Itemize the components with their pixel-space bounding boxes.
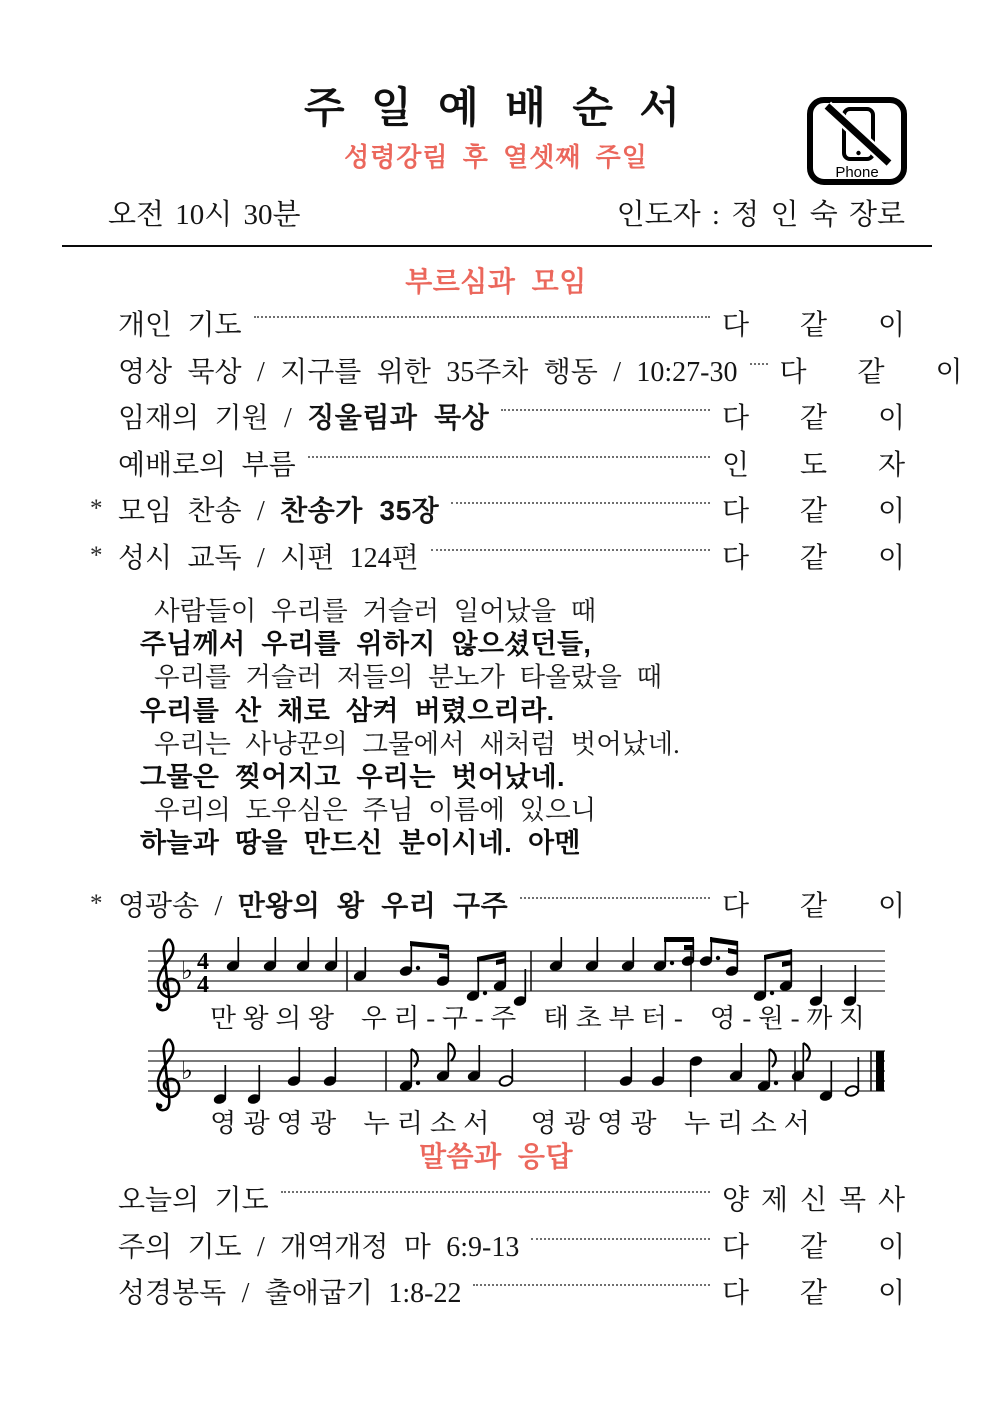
treble-clef-icon: [157, 1039, 179, 1110]
item-response: [722, 1225, 905, 1265]
order-list-word: [90, 1175, 905, 1315]
psalm-line-congregation: 우리를 산 채로 삼켜 버렸으리라.: [140, 695, 555, 726]
response-char: 다: [722, 542, 750, 574]
response-char: 신: [799, 1185, 828, 1217]
item-label: 임재의 기원 / 징울림과 묵상: [118, 402, 490, 435]
order-item-row: [90, 393, 905, 440]
response-char: 제: [760, 1185, 789, 1217]
order-item-row: [90, 881, 905, 928]
response-char: 이: [877, 890, 905, 922]
item-label: 모임 찬송 / 찬송가 35장: [118, 495, 440, 528]
order-item-row: [90, 300, 905, 347]
response-char: 양: [722, 1185, 750, 1217]
page-subtitle: 성령강림 후 열셋째 주일: [344, 142, 648, 172]
dotted-leader: [431, 549, 710, 551]
item-response: [722, 536, 905, 576]
response-char: 같: [857, 356, 885, 388]
flat-sign-icon: ♭: [181, 956, 193, 986]
gloria-row-wrap: [90, 881, 905, 928]
notes-measure-8: [757, 1043, 860, 1102]
dotted-leader: [750, 363, 768, 365]
staff-2-lyrics: 영 광 영 광 누 리 소 서 영 광 영 광 누 리 소 서: [210, 1109, 810, 1139]
page-title: 주 일 예 배 순 서: [304, 86, 688, 132]
response-char: 같: [799, 310, 828, 342]
item-label: 성시 교독 / 시편 124편: [118, 542, 419, 574]
notes-measure-1: [226, 937, 339, 972]
order-item-row: [90, 1222, 905, 1269]
item-label: 오늘의 기도: [118, 1185, 269, 1217]
item-label-bold: 징울림과 묵상: [307, 402, 490, 434]
response-char: 같: [799, 1278, 828, 1310]
time-signature-bottom: 4: [197, 972, 209, 999]
notes-measure-3: [549, 937, 696, 972]
order-item-row: [90, 1268, 905, 1315]
response-char: 다: [722, 1231, 750, 1263]
response-char: 도: [799, 449, 828, 481]
section-heading-word: 말씀과 응답: [418, 1141, 574, 1173]
item-response: [722, 489, 905, 529]
item-marker: *: [90, 541, 103, 569]
psalm-reading-block: [140, 595, 992, 861]
service-info-row: [108, 198, 905, 232]
item-label: 예배로의 부름: [118, 449, 296, 481]
response-char: 다: [722, 1278, 750, 1310]
response-char: 인: [722, 449, 750, 481]
item-marker: *: [90, 495, 103, 523]
dotted-leader: [501, 409, 710, 411]
time-signature-top: 4: [197, 949, 209, 976]
response-char: 같: [799, 496, 828, 528]
final-barline: [876, 1051, 884, 1091]
order-item-row: [90, 1175, 905, 1222]
response-char: 이: [877, 1231, 905, 1263]
dotted-leader: [473, 1284, 710, 1286]
phone-icon-label: Phone: [835, 164, 879, 181]
order-item-row: [90, 440, 905, 487]
response-char: 이: [935, 356, 963, 388]
item-response: [722, 396, 905, 436]
item-label: 주의 기도 / 개역개정 마 6:9-13: [118, 1231, 520, 1263]
section-heading-calling: 부르심과 모임: [405, 266, 587, 297]
response-char: 같: [799, 403, 828, 435]
item-label-bold: 만왕의 왕 우리 구주: [237, 889, 509, 921]
response-char: 같: [799, 1231, 828, 1263]
response-char: 자: [877, 449, 905, 481]
item-label: 성경봉독 / 출애굽기 1:8-22: [118, 1278, 462, 1310]
order-item-row: [90, 347, 963, 394]
treble-clef-icon: [157, 939, 179, 1010]
response-char: 이: [877, 403, 905, 435]
response-char: 같: [799, 890, 828, 922]
staff-1-lyrics: 만 왕 의 왕 우 리 - 구 - 주 태 초 부 터 - 영 - 원 - 까 지: [210, 1004, 866, 1034]
response-char: 목: [838, 1185, 867, 1217]
item-response: [722, 884, 905, 924]
dotted-leader: [281, 1191, 710, 1193]
dotted-leader: [451, 502, 710, 504]
item-response: [722, 1178, 905, 1218]
response-char: 이: [877, 496, 905, 528]
item-label: 개인 기도: [118, 310, 242, 342]
service-leader: 인도자 : 정 인 숙 장로: [616, 199, 905, 231]
dotted-leader: [531, 1238, 710, 1240]
dotted-leader: [254, 316, 710, 318]
item-marker: *: [90, 889, 103, 917]
dotted-leader: [308, 456, 710, 458]
order-item-row: [90, 533, 905, 580]
psalm-line-leader: 우리의 도우심은 주님 이름에 있으니: [154, 795, 597, 826]
item-response: [780, 350, 963, 390]
psalm-line-leader: 우리를 거슬러 저들의 분노가 타올랐을 때: [154, 662, 663, 693]
dotted-leader: [520, 897, 710, 899]
item-label-bold: 찬송가 35장: [280, 495, 440, 527]
flat-sign-icon: ♭: [181, 1056, 193, 1086]
order-item-row: [90, 486, 905, 533]
response-char: 다: [722, 496, 750, 528]
response-char: 사: [877, 1185, 905, 1217]
item-response: [722, 1271, 905, 1311]
item-label: 영상 묵상 / 지구를 위한 35주차 행동 / 10:27-30: [118, 356, 738, 388]
response-char: 다: [779, 356, 807, 388]
response-char: 이: [877, 1278, 905, 1310]
response-char: 이: [877, 310, 905, 342]
psalm-line-leader: 우리는 사냥꾼의 그물에서 새처럼 벗어났네.: [154, 728, 680, 759]
notes-measure-6: [399, 1043, 514, 1092]
item-response: [722, 303, 905, 343]
notes-measure-4: [699, 937, 858, 1007]
hymn-score: [148, 935, 885, 1140]
response-char: 다: [722, 310, 750, 342]
item-label: 영광송 / 만왕의 왕 우리 구주: [118, 889, 509, 922]
hymn-score-staff-2: [148, 1035, 885, 1140]
item-response: [722, 443, 905, 483]
response-char: 같: [799, 542, 828, 574]
hymn-score-staff-1: [148, 935, 885, 1035]
psalm-line-congregation: 하늘과 땅을 만드신 분이시네. 아멘: [140, 828, 581, 859]
psalm-line-leader: 사람들이 우리를 거슬러 일어났을 때: [154, 596, 597, 626]
header-divider: [62, 245, 932, 247]
no-phone-icon: [806, 97, 908, 185]
response-char: 다: [722, 403, 750, 435]
service-time: 오전 10시 30분: [108, 199, 301, 231]
notes-measure-5: [213, 1047, 338, 1105]
psalm-line-congregation: 주님께서 우리를 위하지 않으셨던들,: [140, 629, 592, 660]
order-list-calling: [90, 300, 963, 579]
response-char: 다: [722, 890, 750, 922]
psalm-line-congregation: 그물은 찢어지고 우리는 벗어났네.: [140, 762, 565, 793]
response-char: 이: [877, 542, 905, 574]
